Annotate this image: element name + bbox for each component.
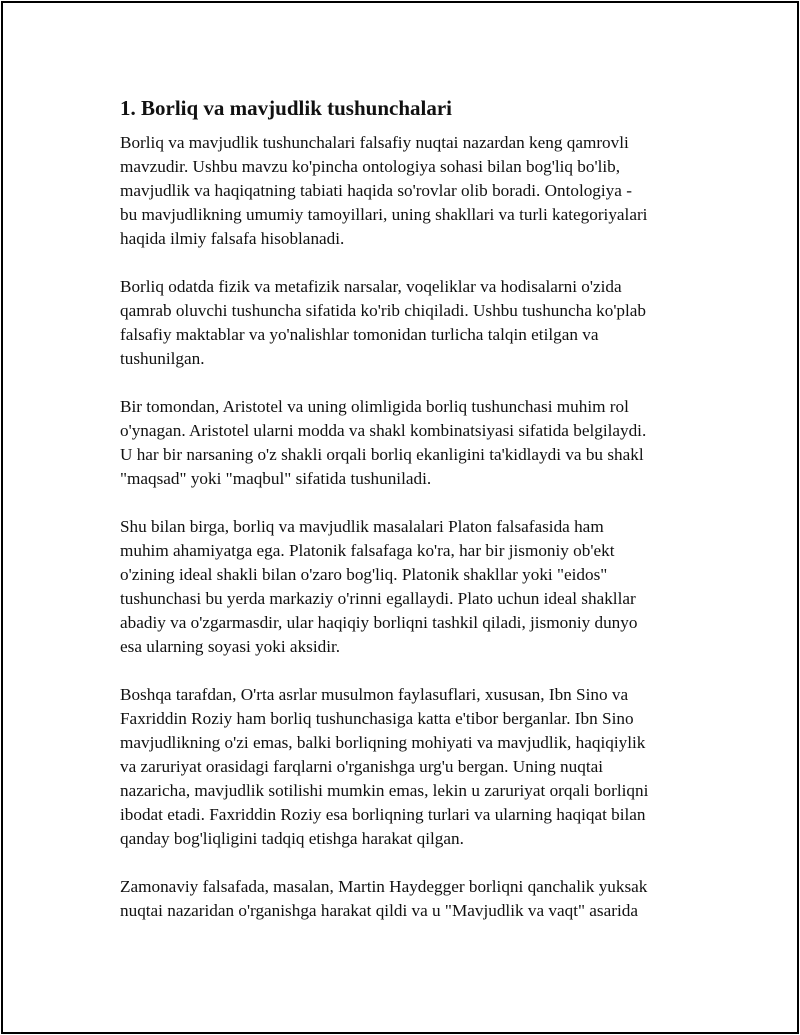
text-line: o'zining ideal shakli bilan o'zaro bog'liq. Platonik shakllar yoki "eidos"	[120, 565, 608, 584]
text-line: Bir tomondan, Aristotel va uning olimligida borliq tushunchasi muhim rol	[120, 397, 629, 416]
section-heading: 1. Borliq va mavjudlik tushunchalari	[120, 96, 452, 120]
paragraph-aristotel	[120, 395, 700, 491]
text-line: Zamonaviy falsafada, masalan, Martin Haydegger borliqni qanchalik yuksak	[120, 877, 648, 896]
paragraph-haydegger	[120, 875, 700, 923]
text-line: Shu bilan birga, borliq va mavjudlik masalalari Platon falsafasida ham	[120, 517, 604, 536]
text-line: Boshqa tarafdan, O'rta asrlar musulmon faylasuflari, xususan, Ibn Sino va	[120, 685, 629, 704]
text-line: qanday bog'liqligini tadqiq etishga harakat qilgan.	[120, 829, 464, 848]
text-line: bu mavjudlikning umumiy tamoyillari, uning shakllari va turli kategoriyalari	[120, 205, 648, 224]
text-line: Borliq va mavjudlik tushunchalari falsafiy nuqtai nazardan keng qamrovli	[120, 133, 629, 152]
text-line: va zaruriyat orasidagi farqlarni o'rganishga urg'u bergan. Uning nuqtai	[120, 757, 604, 776]
text-line: falsafiy maktablar va yo'nalishlar tomonidan turlicha talqin etilgan va	[120, 325, 599, 344]
text-line: ibodat etadi. Faxriddin Roziy esa borliqning turlari va ularning haqiqat bilan	[120, 805, 646, 824]
text-line: tushunilgan.	[120, 349, 205, 368]
document-content	[120, 95, 700, 947]
paragraph-platon	[120, 515, 700, 659]
paragraph-ibn-sino	[120, 683, 700, 851]
text-line: Faxriddin Roziy ham borliq tushunchasiga katta e'tibor berganlar. Ibn Sino	[120, 709, 634, 728]
text-line: U har bir narsaning o'z shakli orqali borliq ekanligini ta'kidlaydi va bu shakl	[120, 445, 644, 464]
paragraph-borliq	[120, 275, 700, 371]
text-line: haqida ilmiy falsafa hisoblanadi.	[120, 229, 345, 248]
text-line: mavjudlik va haqiqatning tabiati haqida so'rovlar olib boradi. Ontologiya -	[120, 181, 632, 200]
text-line: abadiy va o'zgarmasdir, ular haqiqiy borliqni tashkil qiladi, jismoniy dunyo	[120, 613, 638, 632]
text-line: tushunchasi bu yerda markaziy o'rinni egallaydi. Plato uchun ideal shakllar	[120, 589, 636, 608]
text-line: mavzudir. Ushbu mavzu ko'pincha ontologiya sohasi bilan bog'liq bo'lib,	[120, 157, 621, 176]
text-line: o'ynagan. Aristotel ularni modda va shakl kombinatsiyasi sifatida belgilaydi.	[120, 421, 647, 440]
text-line: nuqtai nazaridan o'rganishga harakat qildi va u "Mavjudlik va vaqt" asarida	[120, 901, 638, 920]
text-line: "maqsad" yoki "maqbul" sifatida tushuniladi.	[120, 469, 432, 488]
text-line: Borliq odatda fizik va metafizik narsalar, voqeliklar va hodisalarni o'zida	[120, 277, 622, 296]
paragraph-ontology	[120, 131, 700, 251]
text-line: mavjudlikning o'zi emas, balki borliqning mohiyati va mavjudlik, haqiqiylik	[120, 733, 646, 752]
text-line: nazaricha, mavjudlik sotilishi mumkin emas, lekin u zaruriyat orqali borliqni	[120, 781, 649, 800]
text-line: muhim ahamiyatga ega. Platonik falsafaga ko'ra, har bir jismoniy ob'ekt	[120, 541, 615, 560]
text-line: qamrab oluvchi tushuncha sifatida ko'rib chiqiladi. Ushbu tushuncha ko'plab	[120, 301, 647, 320]
document-page	[1, 1, 799, 1034]
text-line: esa ularning soyasi yoki aksidir.	[120, 637, 341, 656]
